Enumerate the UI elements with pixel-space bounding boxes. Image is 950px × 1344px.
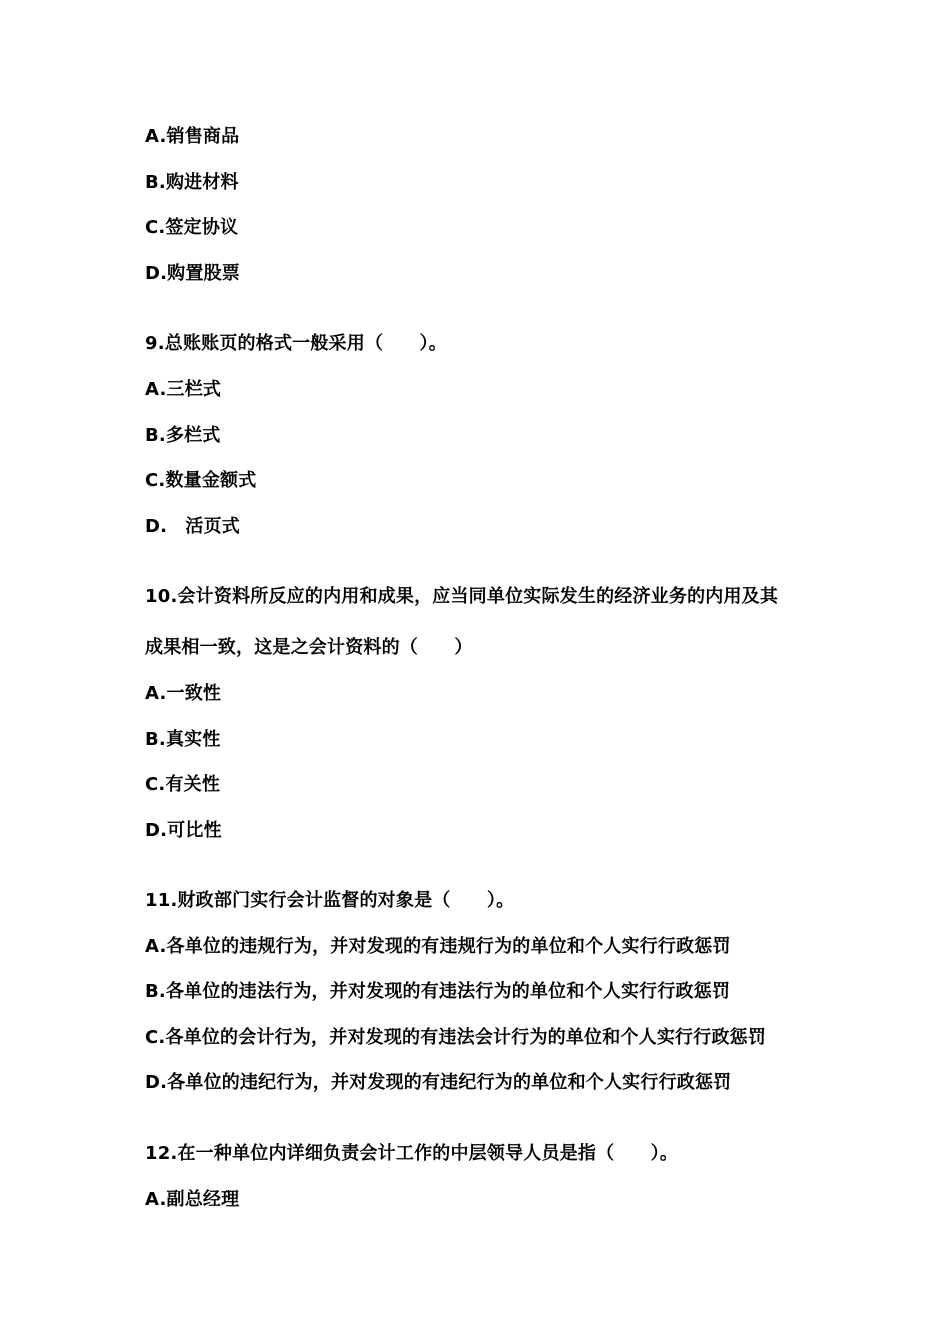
q11-option-a: A.各单位的违规行为，并对发现的有违规行为的单位和个人实行行政惩罚 bbox=[145, 936, 731, 957]
q8-option-d: D.购置股票 bbox=[145, 263, 240, 284]
q10-option-a: A.一致性 bbox=[145, 683, 222, 704]
q10-option-c: C.有关性 bbox=[145, 774, 221, 795]
q12-question: 12.在一种单位内详细负责会计工作的中层领导人员是指（ ）。 bbox=[145, 1143, 679, 1164]
q9-question: 9.总账账页的格式一般采用（ ）。 bbox=[145, 333, 447, 354]
q10-option-d: D.可比性 bbox=[145, 820, 222, 841]
q11-option-c: C.各单位的会计行为，并对发现的有违法会计行为的单位和个人实行行政惩罚 bbox=[145, 1027, 767, 1048]
q11-question: 11.财政部门实行会计监督的对象是（ ）。 bbox=[145, 890, 515, 911]
q11-option-d: D.各单位的违纪行为，并对发现的有违纪行为的单位和个人实行行政惩罚 bbox=[145, 1072, 732, 1093]
q9-option-a: A.三栏式 bbox=[145, 379, 222, 400]
q8-option-c: C.签定协议 bbox=[145, 217, 239, 238]
q10-question-line1: 10.会计资料所反应的内用和成果，应当同单位实际发生的经济业务的内用及其 bbox=[145, 586, 779, 607]
q11-option-b: B.各单位的违法行为，并对发现的有违法行为的单位和个人实行行政惩罚 bbox=[145, 981, 731, 1002]
q10-option-b: B.真实性 bbox=[145, 729, 221, 750]
q10-question-line2: 成果相一致，这是之会计资料的（ ） bbox=[145, 637, 473, 658]
q8-option-b: B.购进材料 bbox=[145, 172, 239, 193]
q9-option-b: B.多栏式 bbox=[145, 425, 221, 446]
q8-option-a: A.销售商品 bbox=[145, 126, 240, 147]
q9-option-c: C.数量金额式 bbox=[145, 470, 257, 491]
q9-option-d: D. 活页式 bbox=[145, 516, 240, 537]
q12-option-a: A.副总经理 bbox=[145, 1189, 240, 1210]
